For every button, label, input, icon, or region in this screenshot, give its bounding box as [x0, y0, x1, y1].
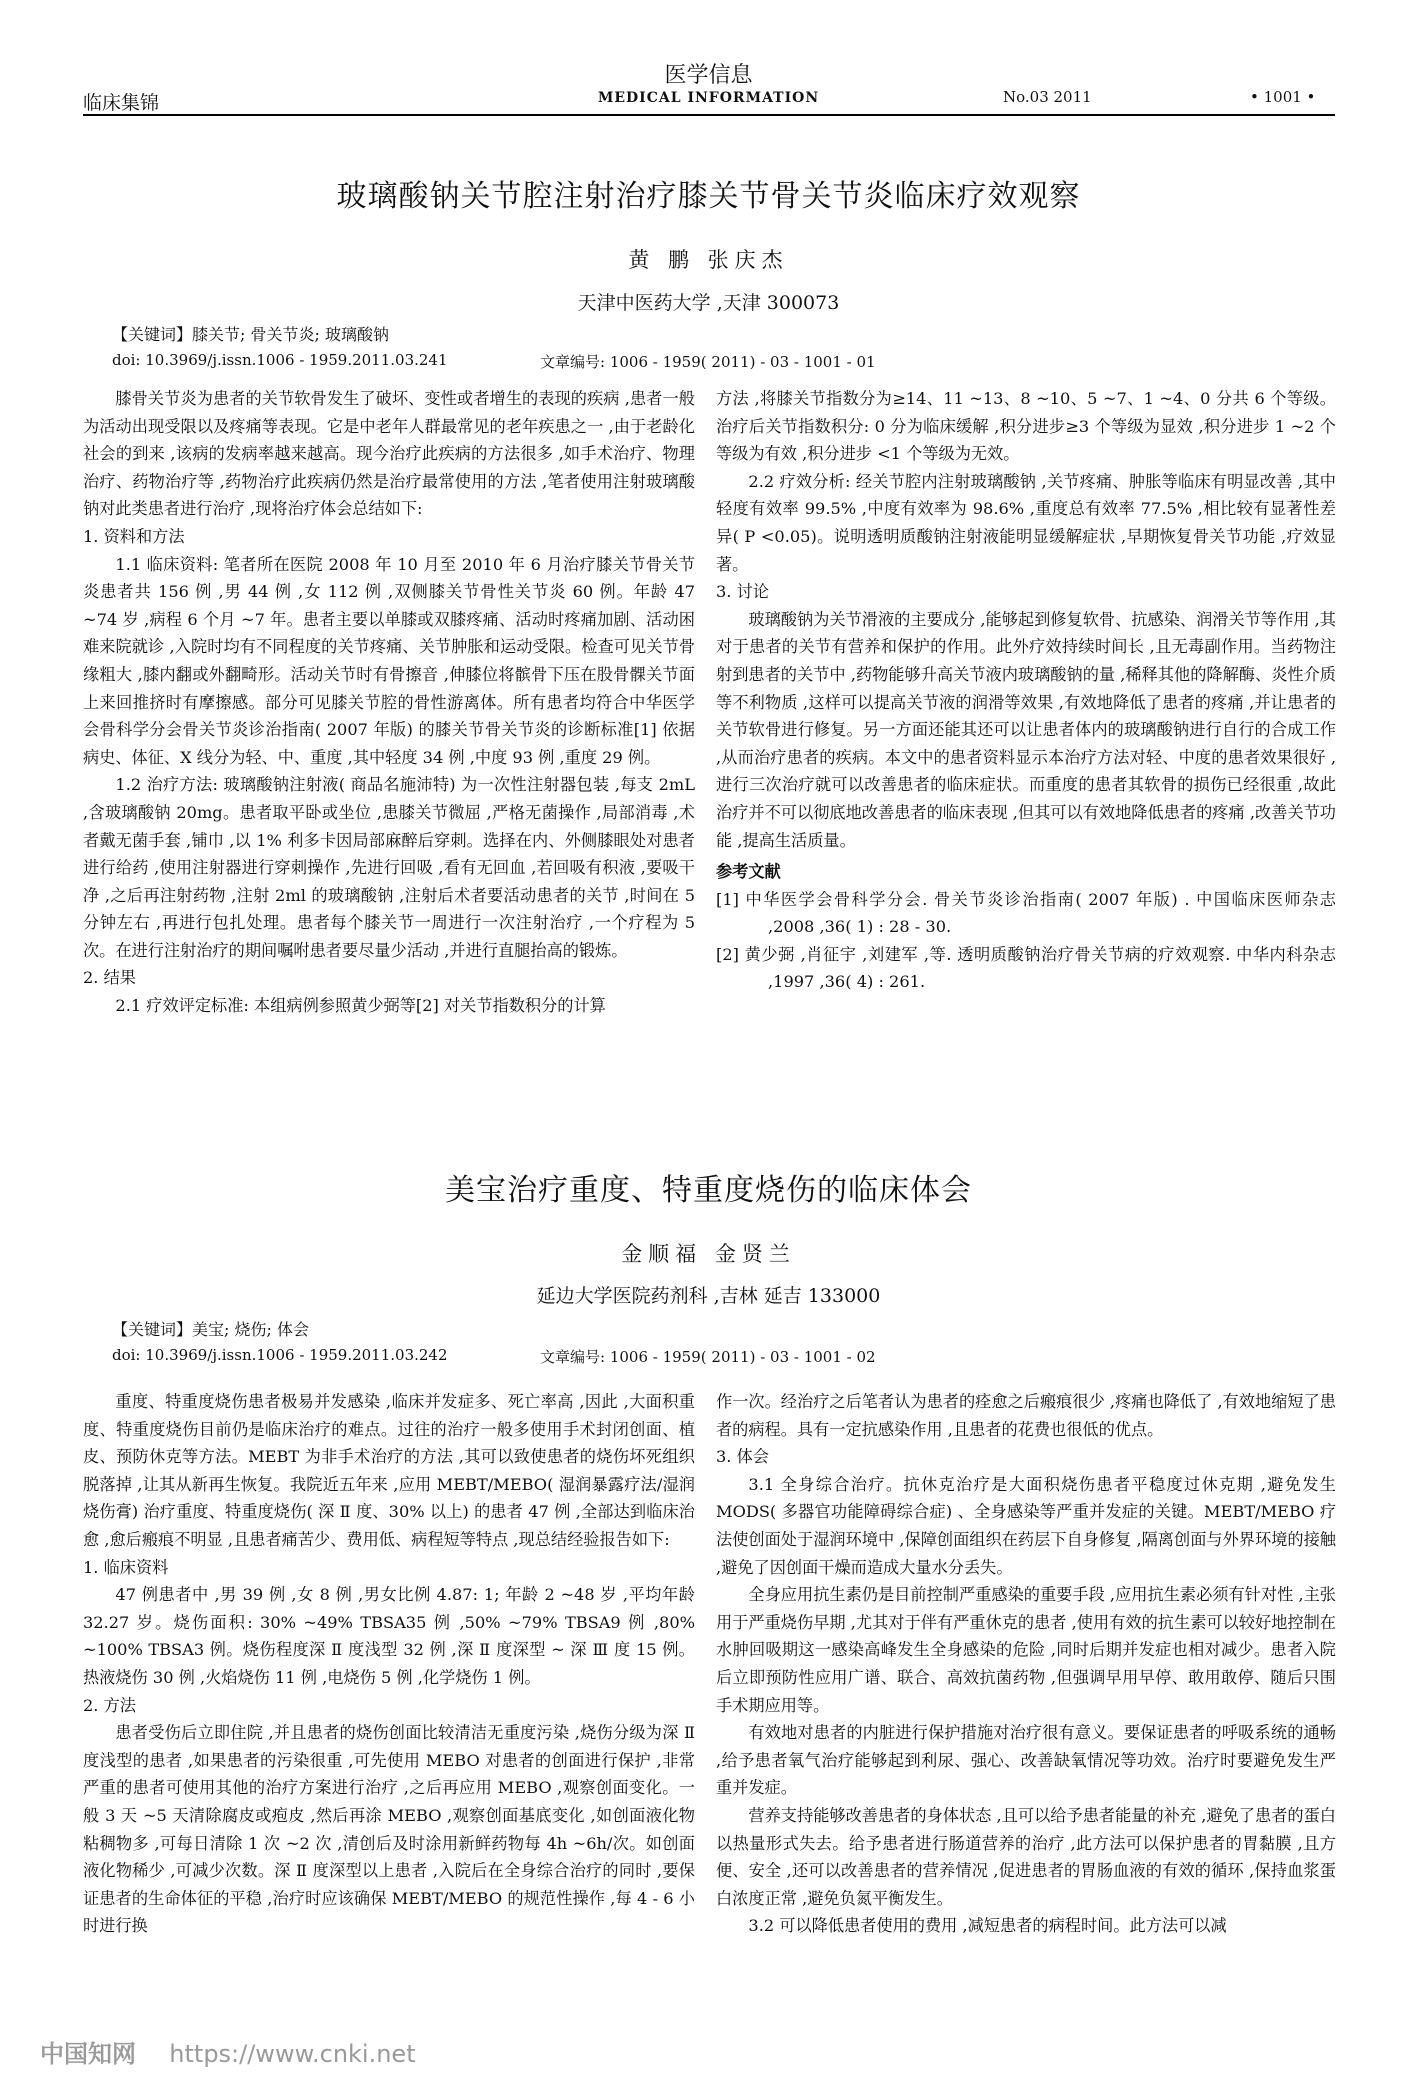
- paragraph: 营养支持能够改善患者的身体状态 ,且可以给予患者能量的补充 ,避免了患者的蛋白以热量形式失去。给予患者进行肠道营养的治疗 ,此方法可以保护患者的胃黏膜 ,且方便、安全 ,还可以改善患者的营养情况 ,促进患者的胃肠血液的有效的循环 ,保持血浆蛋白浓度正常 ,避免负氮平衡发生。: [716, 1805, 1336, 1908]
- section-heading: 1. 临床资料: [83, 1557, 169, 1577]
- article1-affiliation: 天津中医药大学 ,天津 300073: [577, 292, 840, 314]
- paragraph: 47 例患者中 ,男 39 例 ,女 8 例 ,男女比例 4.87: 1; 年龄 2 ~48 岁 ,平均年龄 32.27 岁。烧伤面积: 30% ~49% TBSA35 例 ,50% ~79% TBSA9 例 ,80% ~100% TBSA3 例。烧伤程度深 Ⅱ 度浅型 32 例 ,深 Ⅱ 度深型 ~ 深 Ⅲ 度 15 例。热液烧伤 30 例 ,火焰烧伤 11 例 ,电烧伤 5 例 ,化学烧伤 1 例。: [83, 1585, 695, 1687]
- paragraph: 2.2 疗效分析: 经关节腔内注射玻璃酸钠 ,关节疼痛、肿胀等临床有明显改善 ,其中轻度有效率 99.5% ,中度有效率为 98.6% ,重度总有效率 77.5% ,相比较有显著性差异( P <0.05)。说明透明质酸钠注射液能明显缓解症状 ,早期恢复骨关节功能 ,疗效显著。: [716, 471, 1336, 574]
- cnki-logo-text: 中国知网: [40, 2040, 136, 2068]
- article2-authors: 金顺福 金贤兰: [621, 1242, 796, 1266]
- article2-left-column: [83, 1388, 695, 1940]
- paragraph: 有效地对患者的内脏进行保护措施对治疗很有意义。要保证患者的呼吸系统的通畅 ,给予患者氧气治疗能够起到利尿、强心、改善缺氧情况等功效。治疗时要避免发生严重并发症。: [716, 1723, 1336, 1798]
- paragraph: 重度、特重度烧伤患者极易并发感染 ,临床并发症多、死亡率高 ,因此 ,大面积重度、特重度烧伤目前仍是临床治疗的难点。过往的治疗一般多使用手术封闭创面、植皮、预防休克等方法。MEBT 为非手术治疗的方法 ,其可以致使患者的烧伤坏死组织脱落掉 ,让其从新再生恢复。我院近五年来 ,应用 MEBT/MEBO( 湿润暴露疗法/湿润烧伤膏) 治疗重度、特重度烧伤( 深 Ⅱ 度、30% 以上) 的患者 47 例 ,全部达到临床治愈 ,愈后瘢痕不明显 ,且患者痛苦少、费用低、病程短等特点 ,现总结经验报告如下:: [83, 1392, 695, 1549]
- journal-title-en: MEDICAL INFORMATION: [597, 90, 820, 106]
- article1-right-column: [716, 385, 1336, 996]
- cnki-url[interactable]: https://www.cnki.net: [169, 2040, 416, 2068]
- paragraph: 1.1 临床资料: 笔者所在医院 2008 年 10 月至 2010 年 6 月治疗膝关节骨关节炎患者共 156 例 ,男 44 例 ,女 112 例 ,双侧膝关节骨性关节炎 60 例。年龄 47 ~74 岁 ,病程 6 个月 ~7 年。患者主要以单膝或双膝疼痛、活动时疼痛加剧、活动困难来院就诊 ,入院时均有不同程度的关节疼痛、关节肿胀和运动受限。检查可见关节骨缘粗大 ,膝内翻或外翻畸形。活动关节时有骨擦音 ,伸膝位将髌骨下压在股骨髁关节面上来回推挤时有摩擦感。部分可见膝关节腔的骨性游离体。所有患者均符合中华医学会骨科学分会骨关节炎诊治指南( 2007 年版) 的膝关节骨关节炎的诊断标准[1] 依据病史、体征、X 线分为轻、中、重度 ,其中轻度 34 例 ,中度 93 例 ,重度 29 例。: [83, 554, 695, 767]
- paragraph: 方法 ,将膝关节指数分为≥14、11 ~13、8 ~10、5 ~7、1 ~4、0 分共 6 个等级。治疗后关节指数积分: 0 分为临床缓解 ,积分进步≥3 个等级为显效 ,积分进步 1 ~2 个等级为有效 ,积分进步 <1 个等级为无效。: [716, 389, 1336, 464]
- page-number: • 1001 •: [1250, 88, 1316, 106]
- article1-keywords: 【关键词】膝关节; 骨关节炎; 玻璃酸钠: [112, 325, 389, 344]
- article2-article-number: 文章编号: 1006 - 1959( 2011) - 03 - 1001 - 02: [540, 1348, 876, 1366]
- section-heading: 3. 体会: [716, 1447, 769, 1467]
- references-heading: 参考文献: [716, 862, 781, 882]
- paragraph: 1.2 治疗方法: 玻璃酸钠注射液( 商品名施沛特) 为一次性注射器包装 ,每支 2mL ,含玻璃酸钠 20mg。患者取平卧或坐位 ,患膝关节微屈 ,严格无菌操作 ,局部消毒 ,术者戴无菌手套 ,铺巾 ,以 1% 利多卡因局部麻醉后穿刺。选择在内、外侧膝眼处对患者进行给药 ,使用注射器进行穿刺操作 ,先进行回吸 ,看有无回血 ,若回吸有积液 ,要吸干净 ,之后再注射药物 ,注射 2ml 的玻璃酸钠 ,注射后术者要活动患者的关节 ,时间在 5 分钟左右 ,再进行包扎处理。患者每个膝关节一周进行一次注射治疗 ,一个疗程为 5 次。在进行注射治疗的期间嘱咐患者要尽量少活动 ,并进行直腿抬高的锻炼。: [83, 775, 695, 960]
- paragraph: 3.2 可以降低患者使用的费用 ,减短患者的病程时间。此方法可以减: [748, 1916, 1227, 1936]
- article1-doi: doi: 10.3969/j.issn.1006 - 1959.2011.03.241: [112, 351, 448, 369]
- article1-article-number: 文章编号: 1006 - 1959( 2011) - 03 - 1001 - 01: [540, 353, 876, 371]
- paragraph: 作一次。经治疗之后笔者认为患者的痊愈之后瘢痕很少 ,疼痛也降低了 ,有效地缩短了患者的病程。具有一定抗感染作用 ,且患者的花费也很低的优点。: [716, 1392, 1336, 1439]
- article2-doi: doi: 10.3969/j.issn.1006 - 1959.2011.03.242: [112, 1346, 448, 1364]
- section-label: 临床集锦: [83, 92, 160, 114]
- paragraph: 玻璃酸钠为关节滑液的主要成分 ,能够起到修复软骨、抗感染、润滑关节等作用 ,其对于患者的关节有营养和保护的作用。此外疗效持续时间长 ,且无毒副作用。当药物注射到患者的关节中 ,药物能够升高关节液内玻璃酸钠的量 ,稀释其他的降解酶、炎性介质等不利物质 ,这样可以提高关节液的润滑等效果 ,有效地降低了患者的疼痛 ,并让患者的关节软骨进行修复。另一方面还能其还可以让患者体内的玻璃酸钠进行自行的合成工作 ,从而治疗患者的疾病。本文中的患者资料显示本治疗方法对轻、中度的患者效果很好 ,进行三次治疗就可以改善患者的临床症状。而重度的患者其软骨的损伤已经很重 ,故此治疗并不可以彻底地改善患者的临床表现 ,但其可以有效地降低患者的疼痛 ,改善关节功能 ,提高生活质量。: [716, 609, 1336, 850]
- section-heading: 2. 方法: [83, 1695, 136, 1715]
- paragraph: 3.1 全身综合治疗。抗休克治疗是大面积烧伤患者平稳度过休克期 ,避免发生 MODS( 多器官功能障碍综合症) 、全身感染等严重并发症的关键。MEBT/MEBO 疗法使创面处于湿润环境中 ,保障创面组织在药层下自身修复 ,隔离创面与外界环境的接触 ,避免了因创面干燥而造成大量水分丢失。: [716, 1474, 1336, 1577]
- reference-item: [1] 中华医学会骨科学分会. 骨关节炎诊治指南( 2007 年版) . 中国临床医师杂志 ,2008 ,36( 1) : 28 - 30.: [716, 889, 1336, 937]
- paragraph: 患者受伤后立即住院 ,并且患者的烧伤创面比较清洁无重度污染 ,烧伤分级为深 Ⅱ 度浅型的患者 ,如果患者的污染很重 ,可先使用 MEBO 对患者的创面进行保护 ,非常严重的患者可使用其他的治疗方案进行治疗 ,之后再应用 MEBO ,观察创面变化。一般 3 天 ~5 天清除腐皮或疱皮 ,然后再涂 MEBO ,观察创面基底变化 ,如创面液化物粘稠物多 ,可每日清除 1 次 ~2 次 ,清创后及时涂用新鲜药物每 4h ~6h/次。如创面液化物稀少 ,可减少次数。深 Ⅱ 度深型以上患者 ,入院后在全身综合治疗的同时 ,要保证患者的生命体征的平稳 ,治疗时应该确保 MEBT/MEBO 的规范性操作 ,每 4 - 6 小时进行换: [83, 1723, 695, 1936]
- article1-left-column: [83, 385, 695, 1020]
- section-heading: 1. 资料和方法: [83, 526, 185, 546]
- article2-right-column: [716, 1388, 1336, 1940]
- article2-title: 美宝治疗重度、特重度烧伤的临床体会: [445, 1173, 972, 1208]
- paragraph: 膝骨关节炎为患者的关节软骨发生了破坏、变性或者增生的表现的疾病 ,患者一般为活动出现受限以及疼痛等表现。它是中老年人群最常见的老年疾患之一 ,由于老龄化社会的到来 ,该病的发病率越来越高。现今治疗此疾病的方法很多 ,如手术治疗、物理治疗、药物治疗等 ,药物治疗此疾病仍然是治疗最常使用的方法 ,笔者使用注射玻璃酸钠对此类患者进行治疗 ,现将治疗体会总结如下:: [83, 389, 695, 519]
- article1-authors: 黄 鹏 张庆杰: [628, 248, 789, 272]
- issue-number: No.03 2011: [1003, 88, 1092, 106]
- header-rule: [83, 114, 1335, 116]
- article2-keywords: 【关键词】美宝; 烧伤; 体会: [112, 1320, 309, 1339]
- paragraph: 全身应用抗生素仍是目前控制严重感染的重要手段 ,应用抗生素必须有针对性 ,主张用于严重烧伤早期 ,尤其对于伴有严重休克的患者 ,使用有效的抗生素可以较好地控制在水肿回吸期这一感染高峰发生全身感染的危险 ,同时后期并发症也相对减少。患者入院后立即预防性应用广谱、联合、高效抗菌药物 ,但强调早用早停、敢用敢停、随后只围手术期应用等。: [716, 1585, 1336, 1715]
- section-heading: 3. 讨论: [716, 582, 769, 602]
- cnki-watermark: [40, 2034, 416, 2069]
- reference-item: [2] 黄少弼 ,肖征宇 ,刘建军 ,等. 透明质酸钠治疗骨关节病的疗效观察. 中华内科杂志 ,1997 ,36( 4) : 261.: [716, 944, 1336, 992]
- section-heading: 2. 结果: [83, 968, 136, 988]
- paragraph: 2.1 疗效评定标准: 本组病例参照黄少弼等[2] 对关节指数积分的计算: [115, 996, 606, 1016]
- article2-affiliation: 延边大学医院药剂科 ,吉林 延吉 133000: [536, 1285, 881, 1307]
- journal-title-cn: 医学信息: [664, 63, 753, 88]
- article1-title: 玻璃酸钠关节腔注射治疗膝关节骨关节炎临床疗效观察: [336, 179, 1081, 214]
